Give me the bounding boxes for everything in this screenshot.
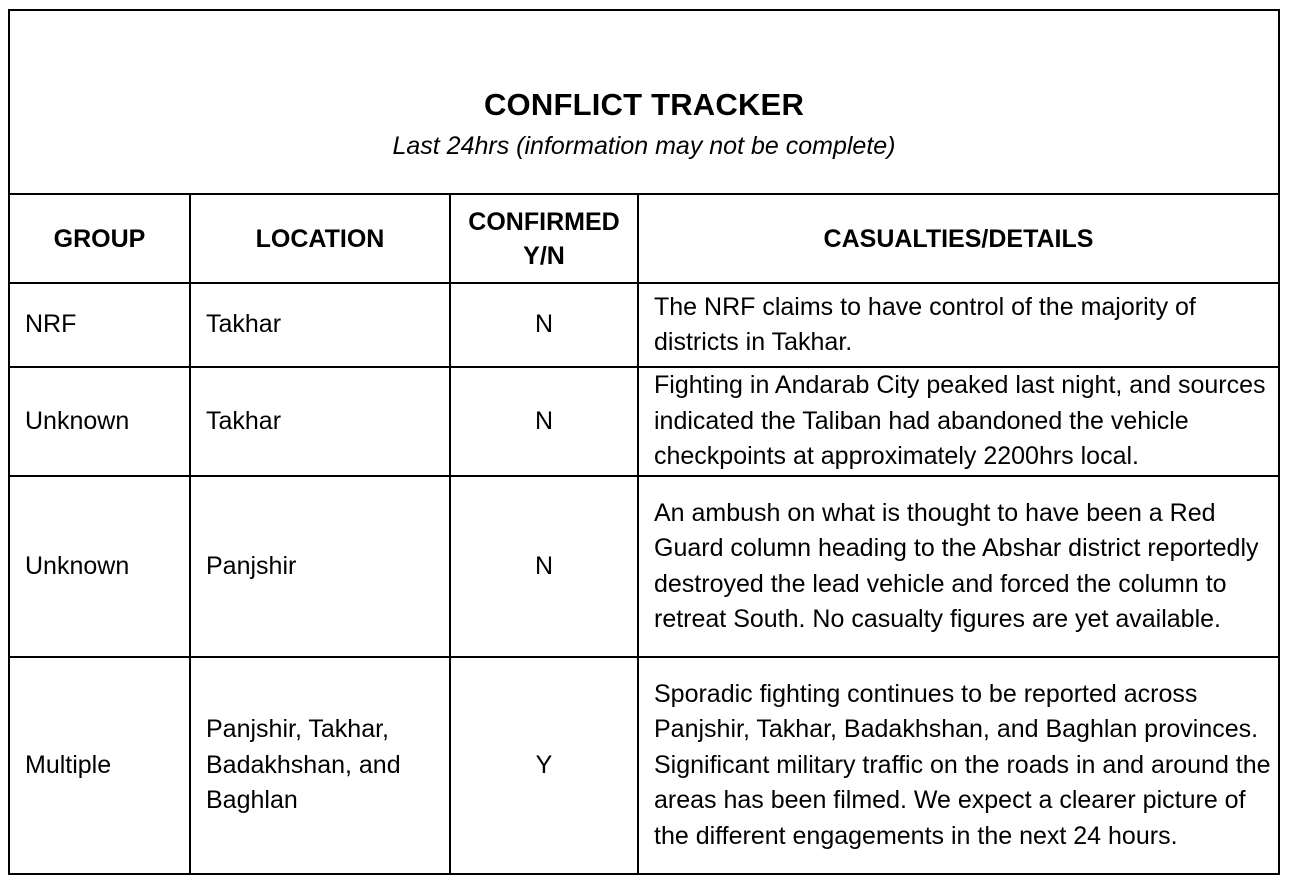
header-details: CASUALTIES/DETAILS	[638, 195, 1278, 283]
cell-group: Unknown	[10, 476, 190, 657]
table-row	[10, 283, 1278, 367]
cell-group: NRF	[10, 283, 190, 367]
conflict-tracker-document	[8, 9, 1280, 875]
cell-location: Takhar	[190, 367, 450, 476]
table-row	[10, 367, 1278, 476]
cell-confirmed: N	[450, 476, 638, 657]
table-row	[10, 476, 1278, 657]
document-subtitle: Last 24hrs (information may not be complete)	[392, 132, 896, 160]
cell-details: An ambush on what is thought to have been a Red Guard column heading to the Abshar district reportedly destroyed the lead vehicle and forced the column to retreat South. No casualty figures are yet available.	[638, 476, 1278, 657]
conflict-table	[10, 195, 1278, 873]
header-location: LOCATION	[190, 195, 450, 283]
cell-location: Takhar	[190, 283, 450, 367]
cell-group: Unknown	[10, 367, 190, 476]
table-row	[10, 657, 1278, 873]
cell-confirmed: Y	[450, 657, 638, 873]
cell-details: Fighting in Andarab City peaked last night, and sources indicated the Taliban had abandoned the vehicle checkpoints at approximately 2200hrs local.	[638, 367, 1278, 476]
table-header-row	[10, 195, 1278, 283]
header-confirmed-line2: Y/N	[523, 241, 565, 270]
cell-group: Multiple	[10, 657, 190, 873]
document-title: CONFLICT TRACKER	[483, 87, 805, 122]
cell-details: The NRF claims to have control of the majority of districts in Takhar.	[638, 283, 1278, 367]
header-group: GROUP	[10, 195, 190, 283]
header-confirmed-line1: CONFIRMED	[468, 207, 620, 236]
header-confirmed	[450, 195, 638, 283]
cell-details: Sporadic fighting continues to be reported across Panjshir, Takhar, Badakhshan, and Baghlan provinces. Significant military traffic on the roads in and around the areas has been filmed. We expect a clearer picture of the different engagements in the next 24 hours.	[638, 657, 1278, 873]
cell-location: Panjshir	[190, 476, 450, 657]
cell-confirmed: N	[450, 367, 638, 476]
cell-location: Panjshir, Takhar, Badakhshan, and Baghlan	[190, 657, 450, 873]
cell-confirmed: N	[450, 283, 638, 367]
title-block	[10, 11, 1278, 195]
